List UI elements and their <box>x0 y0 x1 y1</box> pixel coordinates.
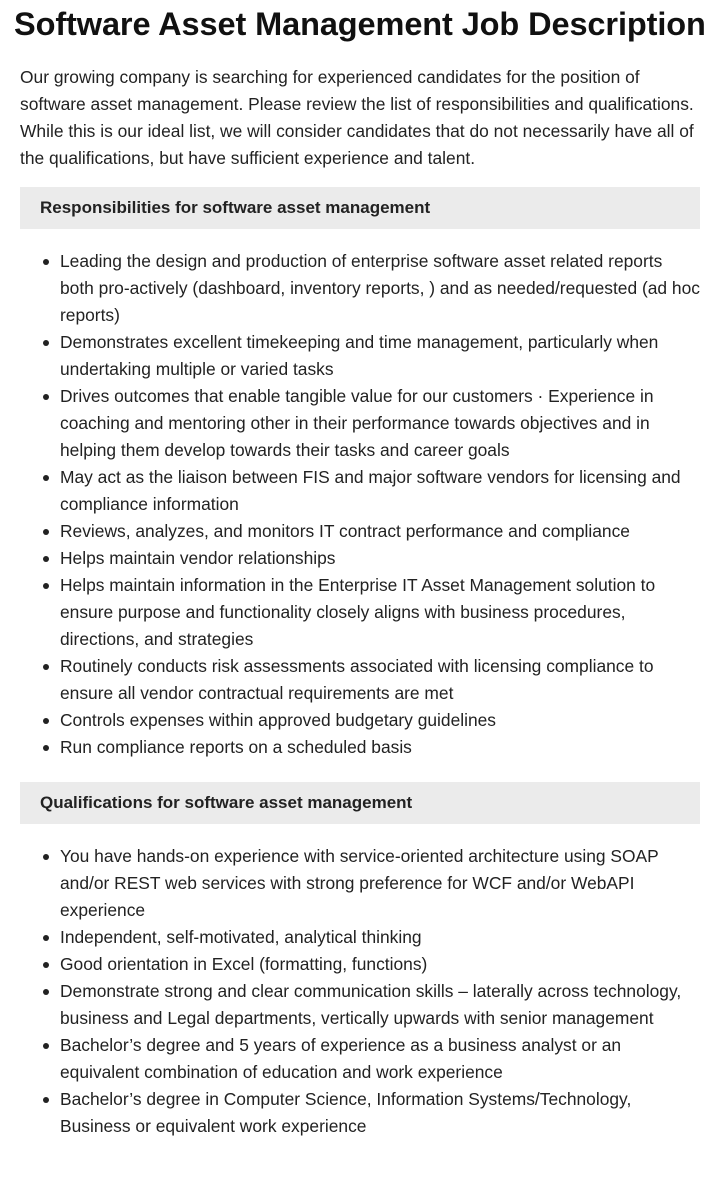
list-item: Helps maintain vendor relationships <box>60 545 700 572</box>
qualifications-list <box>20 843 700 1140</box>
list-item: Drives outcomes that enable tangible value for our customers · Experience in coaching and mentoring other in their performance towards objectives and in helping them develop towards their tasks and career goals <box>60 383 700 464</box>
intro-paragraph: Our growing company is searching for experienced candidates for the position of software asset management. Please review the list of responsibilities and qualifications. While this is our ideal list, we will consider candidates that do not necessarily have all of the qualifications, but have sufficient experience and talent. <box>20 67 694 168</box>
responsibilities-heading: Responsibilities for software asset management <box>20 187 700 229</box>
list-item: Helps maintain information in the Enterprise IT Asset Management solution to ensure purpose and functionality closely aligns with business procedures, directions, and strategies <box>60 572 700 653</box>
list-item: Bachelor’s degree and 5 years of experience as a business analyst or an equivalent combination of education and work experience <box>60 1032 700 1086</box>
list-item: You have hands-on experience with service-oriented architecture using SOAP and/or REST web services with strong preference for WCF and/or WebAPI experience <box>60 843 700 924</box>
list-item: Run compliance reports on a scheduled basis <box>60 734 700 761</box>
list-item: Independent, self-motivated, analytical thinking <box>60 924 700 951</box>
list-item: Leading the design and production of enterprise software asset related reports both pro-actively (dashboard, inventory reports, ) and as needed/requested (ad hoc reports) <box>60 248 700 329</box>
list-item: Reviews, analyzes, and monitors IT contract performance and compliance <box>60 518 700 545</box>
responsibilities-list <box>20 248 700 761</box>
list-item: Good orientation in Excel (formatting, functions) <box>60 951 700 978</box>
list-item: Routinely conducts risk assessments associated with licensing compliance to ensure all vendor contractual requirements are met <box>60 653 700 707</box>
page-title: Software Asset Management Job Description <box>14 6 706 42</box>
list-item: Controls expenses within approved budgetary guidelines <box>60 707 700 734</box>
qualifications-heading: Qualifications for software asset management <box>20 782 700 824</box>
list-item: Demonstrate strong and clear communication skills – laterally across technology, business and Legal departments, vertically upwards with senior management <box>60 978 700 1032</box>
list-item: Demonstrates excellent timekeeping and time management, particularly when undertaking multiple or varied tasks <box>60 329 700 383</box>
list-item: Bachelor’s degree in Computer Science, Information Systems/Technology, Business or equivalent work experience <box>60 1086 700 1140</box>
list-item: May act as the liaison between FIS and major software vendors for licensing and compliance information <box>60 464 700 518</box>
